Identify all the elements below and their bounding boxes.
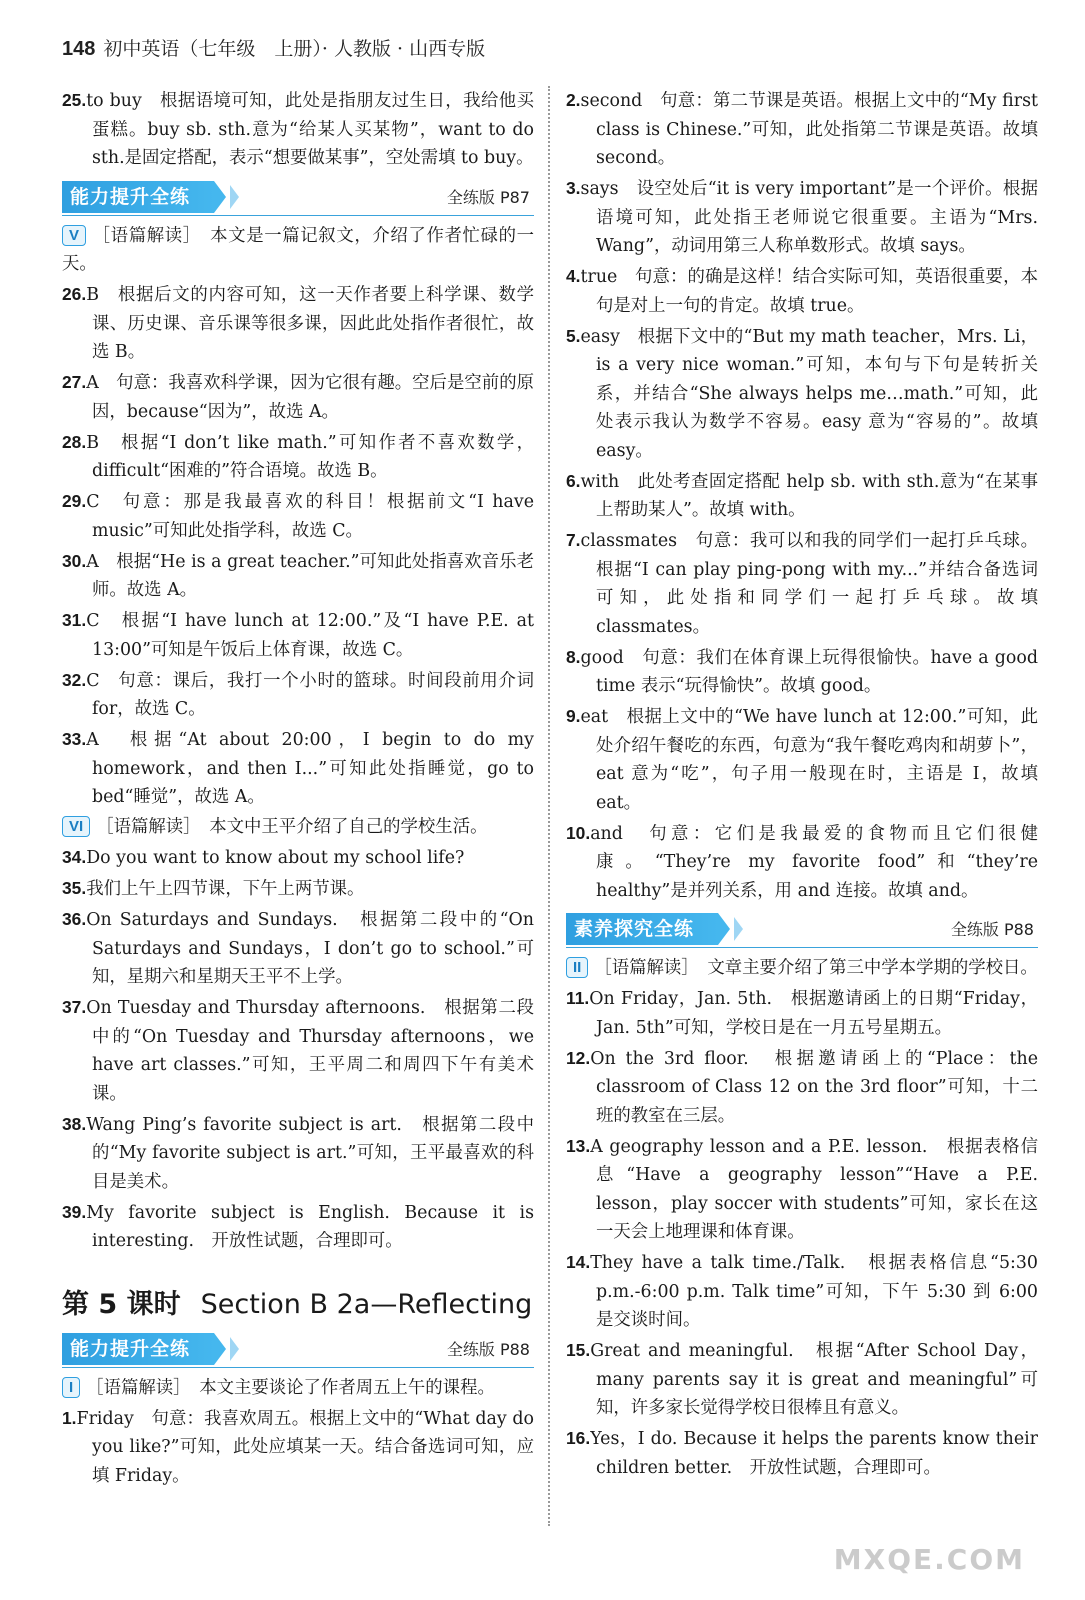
answer-number: 11. (566, 988, 590, 1008)
left-column (62, 86, 534, 1492)
answer-text: B 根据后文的内容可知，这一天作者要上科学课、数学课、历史课、音乐课等很多课，因此此处指作者很忙，故选 B。 (86, 285, 534, 362)
banner-arrow-icon (230, 1337, 239, 1361)
answer-number: 34. (62, 847, 87, 867)
answer-text: Yes，I do. Because it helps the parents know their children better. 开放性试题，合理即可。 (590, 1429, 1038, 1478)
answer-number: 38. (62, 1113, 87, 1134)
answer-number: 30. (62, 550, 87, 571)
section-tag: II (566, 957, 588, 978)
answer-entry (62, 368, 534, 426)
answer-entry (62, 1198, 534, 1256)
answer-text: Great and meaningful. 根据“After School Day，many parents say it is great and meaningful”可知，许多家长觉得学校日很棒且有意义。 (590, 1341, 1038, 1418)
answer-number: 15. (566, 1340, 591, 1360)
lesson-heading (62, 1282, 534, 1321)
answer-entry (566, 643, 1038, 701)
answer-entry (62, 547, 534, 605)
answer-text: second 句意：第二节课是英语。根据上文中的“My first class is Chinese.”可知，此处指第二节课是英语。故填 second。 (580, 91, 1038, 168)
answer-entry (566, 322, 1038, 466)
answer-entry (566, 174, 1038, 261)
answer-entry (566, 262, 1038, 320)
answer-text: My favorite subject is English. Because it is interesting. 开放性试题，合理即可。 (86, 1202, 534, 1251)
answer-text: true 句意：的确是这样！结合实际可知，英语很重要，本句是对上一句的肯定。故填 true。 (580, 267, 1038, 316)
answer-text: and 句意：它们是我最爱的食物而且它们很健康。“They’re my favorite food”和“they’re healthy”是并列关系，用 and 连接。故填 and。 (590, 823, 1038, 901)
section-tag: I (62, 1377, 80, 1398)
answer-number: 29. (62, 491, 87, 511)
answer-number: 31. (62, 610, 87, 630)
answer-text: A 根据“He is a great teacher.”可知此处指喜欢音乐老师。故选 A。 (86, 551, 534, 600)
answer-text: eat 根据上文中的“We have lunch at 12:00.”可知，此处介绍午餐吃的东西，句意为“我午餐吃鸡肉和胡萝卜”，eat 意为“吃”，句子用一般现在时，主语是 I，故填 eat。 (580, 707, 1038, 813)
answer-number: 1. (62, 1407, 77, 1428)
answer-text: with 此处考查固定搭配 help sb. with sth.意为“在某事上帮助某人”。故填 with。 (580, 471, 1038, 520)
banner-label: 能力提升全练 (62, 181, 214, 213)
answer-entry (566, 526, 1038, 641)
answer-entry (62, 843, 534, 873)
answer-text: On the 3rd floor. 根据邀请函上的“Place：the classroom of Class 12 on the 3rd floor”可知，十二班的教室在三层。 (590, 1048, 1038, 1126)
banner-ref: 全练版 P88 (446, 1339, 530, 1359)
answer-entry (62, 993, 534, 1108)
banner-label: 能力提升全练 (62, 1333, 214, 1365)
answer-text: classmates 句意：我可以和我的同学们一起打乒乓球。根据“I can play ping-pong with my...”并结合备选词可知，此处指和同学们一起打乒乓球。故填 classmates。 (580, 531, 1038, 637)
answer-entry (62, 606, 534, 664)
answer-entry (566, 1336, 1038, 1423)
answer-number: 10. (566, 822, 591, 843)
answer-number: 28. (62, 431, 87, 452)
banner-literacy-p88 (566, 913, 1038, 948)
answer-text: says 设空处后“it is very important”是一个评价。根据语境可知，此处指王老师说它很重要。主语为“Mrs. Wang”，动词用第三人称单数形式。故填 says。 (580, 179, 1038, 256)
answer-number: 32. (62, 669, 87, 690)
answer-entry (62, 86, 534, 173)
banner-arrow-icon (214, 181, 226, 213)
column-divider (548, 86, 550, 1526)
answer-number: 27. (62, 372, 87, 392)
page-header (62, 34, 485, 61)
watermark: MXQE.COM (833, 1543, 1025, 1576)
answer-text: On Friday，Jan. 5th. 根据邀请函上的日期“Friday，Jan. 5th”可知，学校日是在一月五号星期五。 (589, 989, 1038, 1038)
answer-number: 14. (566, 1252, 591, 1272)
answer-entry (62, 725, 534, 812)
answer-number: 7. (566, 530, 581, 550)
answer-number: 4. (566, 266, 581, 286)
answer-entry (566, 467, 1038, 525)
answer-number: 39. (62, 1201, 87, 1222)
answer-entry (62, 487, 534, 545)
banner-ability-p87 (62, 181, 534, 216)
banner-arrow-icon (214, 1333, 226, 1365)
section-ii-intro (566, 954, 1038, 983)
answer-number: 2. (566, 90, 581, 110)
answer-number: 5. (566, 325, 581, 346)
lesson-title: 第 5 课时 (62, 1288, 181, 1320)
banner-ref: 全练版 P88 (950, 920, 1034, 939)
answer-number: 36. (62, 909, 87, 929)
answer-entry (566, 1044, 1038, 1131)
answer-number: 9. (566, 706, 581, 726)
answer-entry (62, 905, 534, 992)
answer-number: 37. (62, 997, 87, 1017)
banner-arrow-icon (718, 913, 730, 945)
section-intro-text: ［语篇解读］ 本文是一篇记叙文，介绍了作者忙碌的一天。 (62, 225, 534, 274)
answer-entry (566, 1424, 1038, 1482)
answer-entry (62, 874, 534, 904)
answer-entry (62, 428, 534, 486)
section-intro-text: ［语篇解读］ 本文主要谈论了作者周五上午的课程。 (86, 1377, 495, 1398)
answer-entry (62, 666, 534, 724)
section-v-intro (62, 222, 534, 279)
section-vi-intro (62, 813, 534, 842)
answer-text: good 句意：我们在体育课上玩得很愉快。have a good time 表示“玩得愉快”。故填 good。 (580, 647, 1038, 696)
section-intro-text: ［语篇解读］ 文章主要介绍了第三中学本学期的学校日。 (594, 958, 1038, 978)
answer-text: A 句意：我喜欢科学课，因为它很有趣。空后是空前的原因，because“因为”，故选 A。 (86, 373, 534, 422)
answer-entry (566, 1248, 1038, 1335)
answer-text: A 根据“At about 20:00，I begin to do my homework，and then I...”可知此处指睡觉，go to bed“睡觉”，故选 A。 (86, 730, 534, 807)
answer-text: They have a talk time./Talk. 根据表格信息“5:30 p.m.-6:00 p.m. Talk time”可知，下午 5:30 到 6:00 是交谈时间。 (590, 1253, 1038, 1330)
page-number: 148 (62, 38, 96, 60)
answer-text: easy 根据下文中的“But my math teacher，Mrs. Li，is a very nice woman.”可知，本句与下句是转折关系，并结合“She always helps me…math.”可知，此处表示我认为数学不容易。easy 意为“容易的”。故填 easy。 (580, 326, 1038, 461)
lesson-section: Section B 2a—Reflecting (200, 1288, 533, 1320)
section-tag: V (62, 225, 86, 246)
answer-text: On Saturdays and Sundays. 根据第二段中的“On Saturdays and Sundays，I don’t go to school.”可知，星期六和星期天王平不上学。 (86, 910, 534, 987)
answer-number: 26. (62, 284, 87, 304)
banner-label: 素养探究全练 (566, 913, 718, 945)
banner-arrow-icon (230, 185, 239, 209)
answer-text: Wang Ping’s favorite subject is art. 根据第二段中的“My favorite subject is art.”可知，王平最喜欢的科目是美术。 (86, 1114, 534, 1192)
answer-text: On Tuesday and Thursday afternoons. 根据第二段中的“On Tuesday and Thursday afternoons，we have art classes.”可知，王平周二和周四下午有美术课。 (86, 998, 534, 1104)
answer-entry (566, 702, 1038, 817)
book-title: 初中英语（七年级 上册）· 人教版 · 山西专版 (103, 38, 486, 60)
section-i-intro (62, 1374, 534, 1403)
answer-entry (566, 984, 1038, 1042)
answer-number: 3. (566, 178, 581, 198)
answer-number: 33. (62, 729, 87, 749)
answer-text: 我们上午上四节课，下午上两节课。 (86, 879, 365, 899)
answer-entry (62, 280, 534, 367)
answer-text: to buy 根据语境可知，此处是指朋友过生日，我给他买蛋糕。buy sb. sth.意为“给某人买某物”，want to do sth.是固定搭配，表示“想要做某事”，空处需填 to buy。 (86, 91, 534, 168)
banner-ref: 全练版 P87 (446, 187, 530, 207)
answer-number: 8. (566, 646, 581, 667)
answer-number: 25. (62, 90, 87, 110)
answer-entry (566, 1132, 1038, 1247)
answer-text: A geography lesson and a P.E. lesson. 根据表格信息“Have a geography lesson”“Have a P.E. lesson，play soccer with students”可知，家长在这一天会上地理课和体育课。 (590, 1136, 1038, 1242)
answer-number: 16. (566, 1428, 591, 1448)
answer-number: 35. (62, 878, 87, 898)
answer-text: C 根据“I have lunch at 12:00.”及“I have P.E. at 13:00”可知是午饭后上体育课，故选 C。 (86, 611, 534, 660)
answer-number: 6. (566, 470, 581, 491)
answer-number: 12. (566, 1047, 591, 1068)
answer-text: Friday 句意：我喜欢周五。根据上文中的“What day do you like?”可知，此处应填某一天。结合备选词可知，应填 Friday。 (76, 1408, 534, 1486)
answer-text: B 根据“I don’t like math.”可知作者不喜欢数学，difficult“困难的”符合语境。故选 B。 (86, 432, 534, 481)
answer-entry (566, 86, 1038, 173)
answer-entry (566, 819, 1038, 906)
answer-entry (62, 1110, 534, 1197)
answer-entry (62, 1404, 534, 1491)
banner-arrow-icon (734, 917, 743, 941)
answer-text: C 句意：课后，我打一个小时的篮球。时间段前用介词 for，故选 C。 (86, 670, 534, 719)
section-tag: VI (62, 816, 90, 837)
answer-text: Do you want to know about my school life? (86, 848, 465, 868)
banner-ability-p88 (62, 1333, 534, 1368)
section-intro-text: ［语篇解读］ 本文中王平介绍了自己的学校生活。 (96, 817, 488, 837)
answer-text: C 句意：那是我最喜欢的科目！根据前文“I have music”可知此处指学科，故选 C。 (86, 492, 534, 541)
right-column (566, 86, 1038, 1484)
answer-number: 13. (566, 1135, 591, 1156)
